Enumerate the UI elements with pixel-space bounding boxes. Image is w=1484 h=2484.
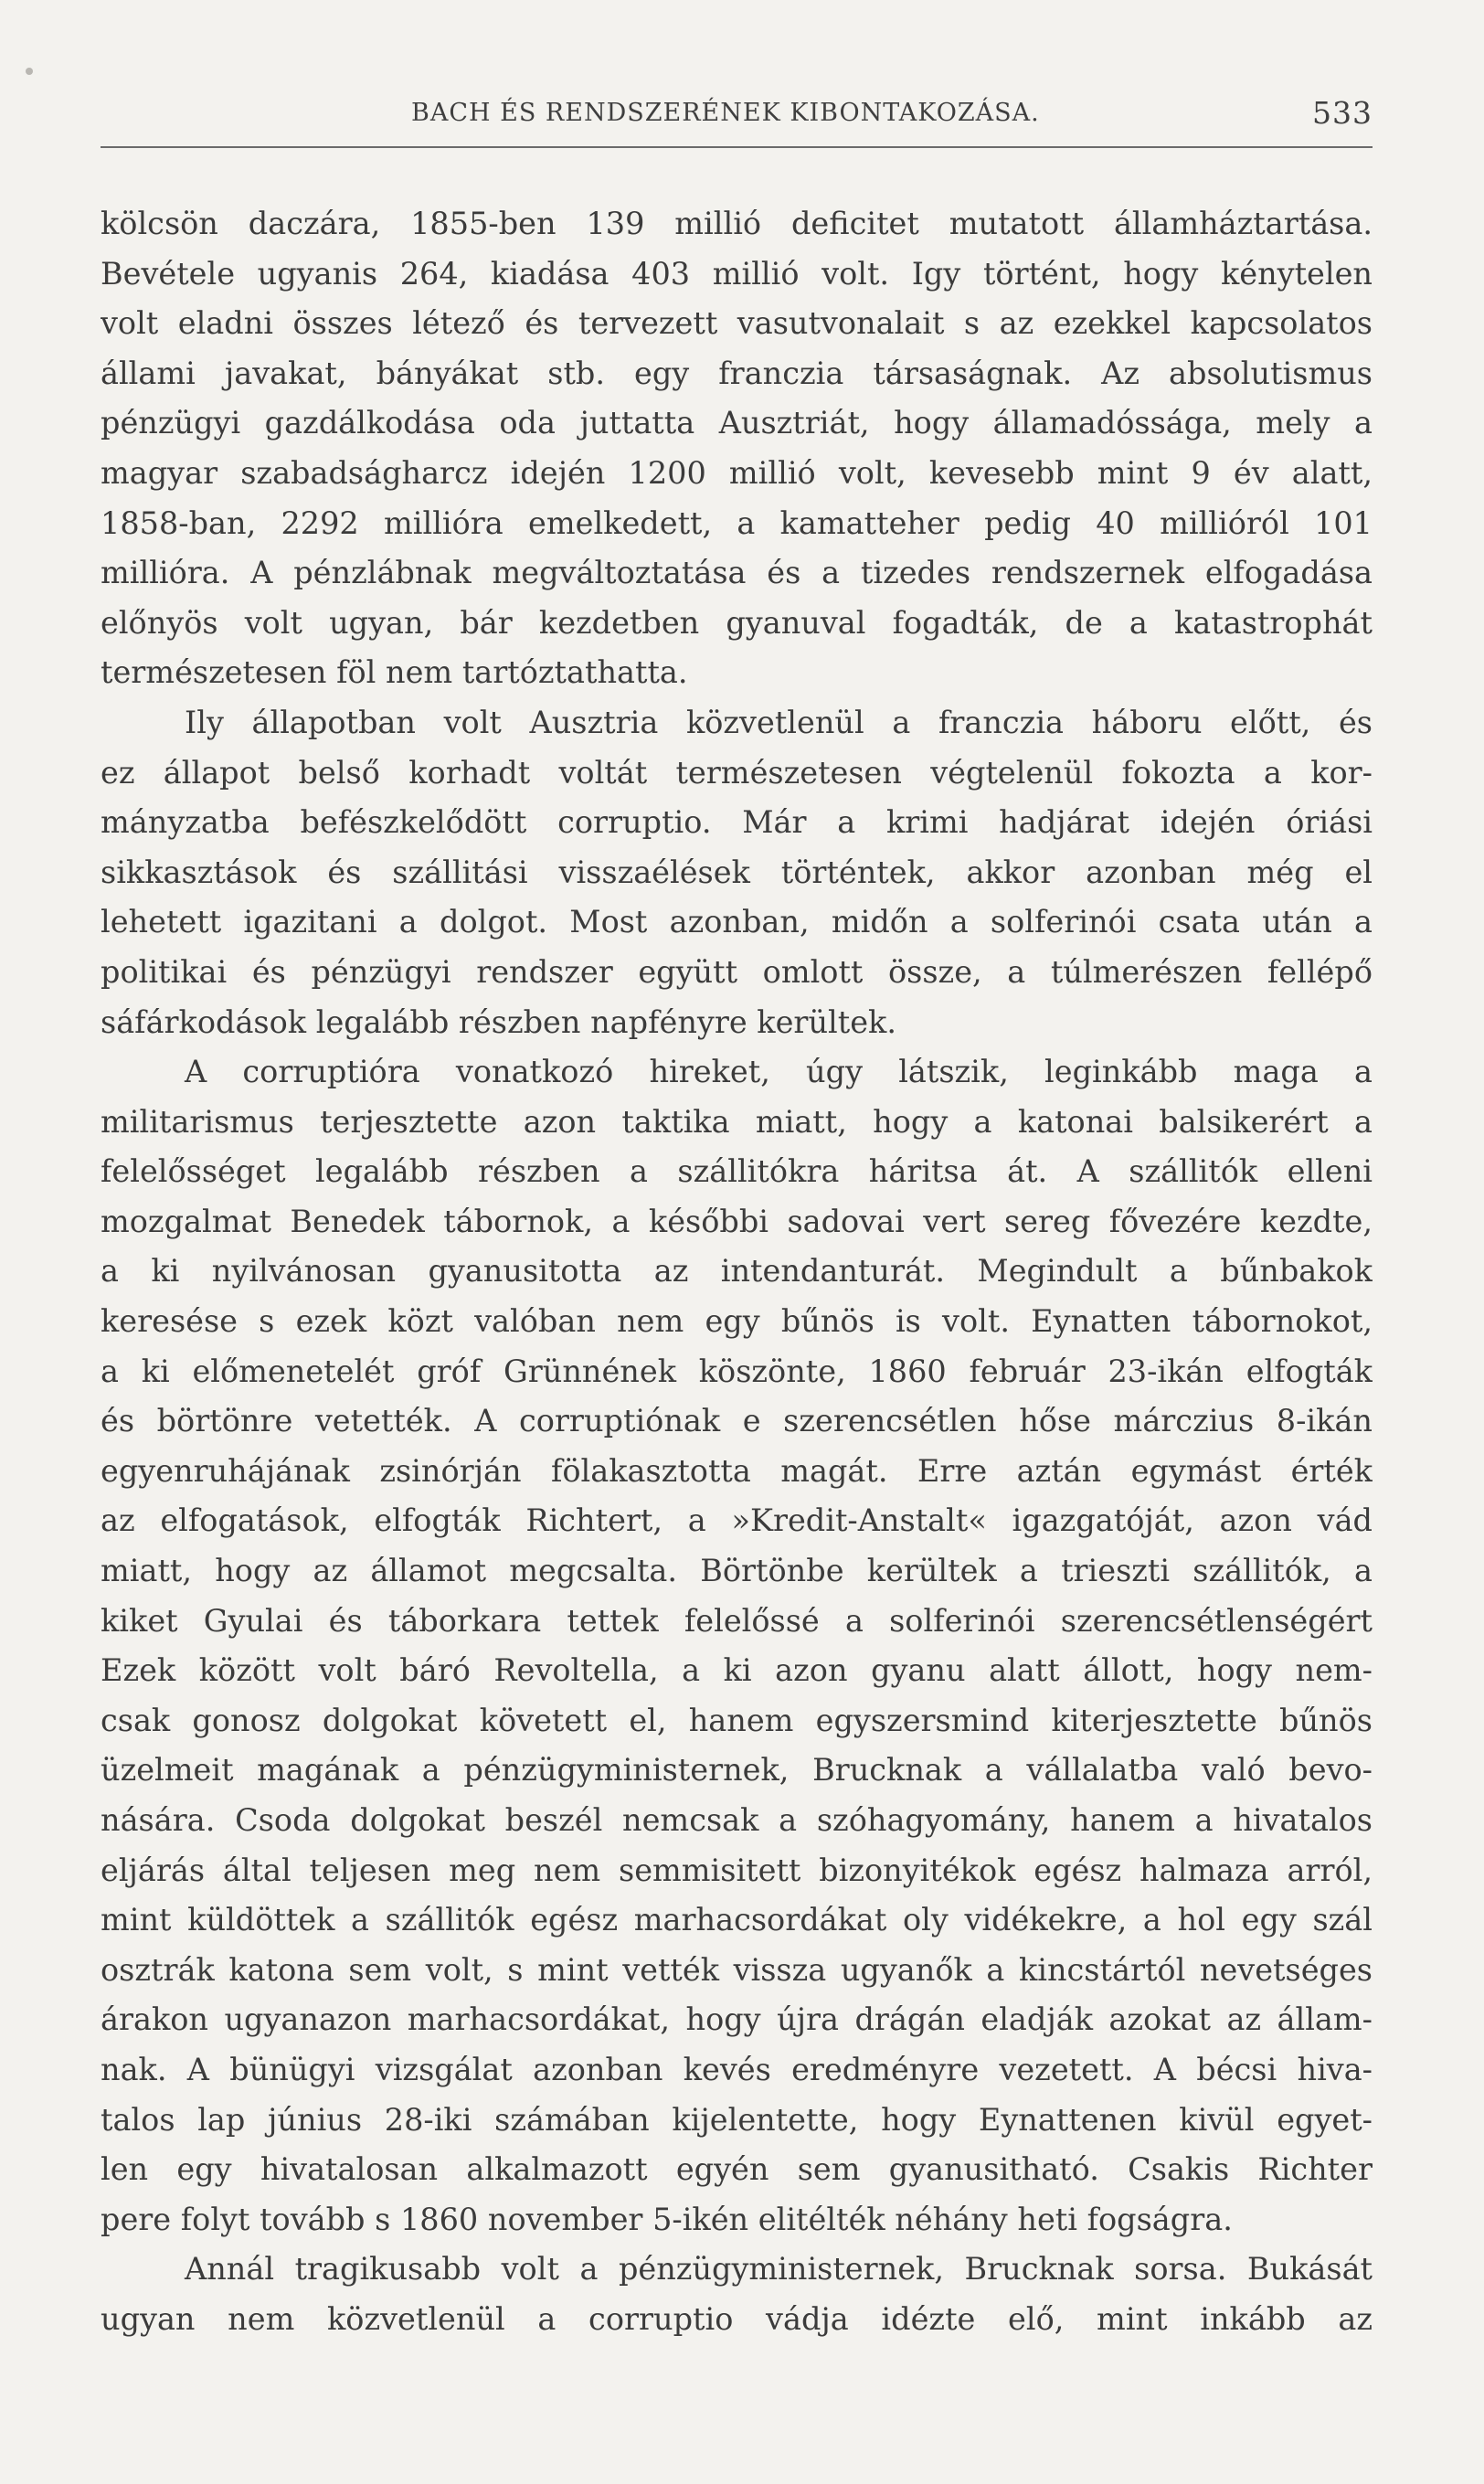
text-line: és börtönre vetették. A corruptiónak e szerencsétlen hőse márczius 8-ikán (101, 1403, 1373, 1439)
text-line: militarismus terjesztette azon taktika miatt, hogy a katonai balsikerért a (101, 1103, 1373, 1140)
text-line: előnyös volt ugyan, bár kezdetben gyanuval fogadták, de a katastrophát (101, 604, 1373, 641)
header-rule (101, 146, 1373, 148)
text-line: az elfogatások, elfogták Richtert, a »Kredit-Anstalt« igazgatóját, azon vád (101, 1502, 1373, 1539)
text-line: mint küldöttek a szállitók egész marhacsordákat oly vidékekre, a hol egy szál (101, 1902, 1373, 1938)
body-text (101, 199, 1373, 2345)
text-line: kiket Gyulai és táborkara tettek felelőssé a solferinói szerencsétlenségért (101, 1602, 1373, 1639)
text-line: miatt, hogy az államot megcsalta. Börtönbe kerültek a trieszti szállitók, a (101, 1553, 1373, 1589)
text-line: volt eladni összes létező és tervezett vasutvonalait s az ezekkel kapcsolatos (101, 305, 1373, 342)
text-line: felelősséget legalább részben a szállitókra háritsa át. A szállitók elleni (101, 1153, 1373, 1190)
text-line: Ezek között volt báró Revoltella, a ki azon gyanu alatt állott, hogy nem- (101, 1652, 1373, 1689)
paragraph-end-line: pere folyt tovább s 1860 november 5-ikén elitélték néhány heti fogságra. (101, 2201, 1233, 2237)
text-line: Annál tragikusabb volt a pénzügyministernek, Brucknak sorsa. Bukását (185, 2251, 1373, 2288)
text-line: mozgalmat Benedek tábornok, a későbbi sadovai vert sereg fővezére kezdte, (101, 1203, 1373, 1239)
text-line: eljárás által teljesen meg nem semmisitett bizonyitékok egész halmaza arról, (101, 1852, 1373, 1888)
text-line: millióra. A pénzlábnak megváltoztatása és a tizedes rendszernek elfogadása (101, 555, 1373, 591)
text-line: a ki előmenetelét gróf Grünnének köszönte, 1860 február 23-ikán elfogták (101, 1353, 1373, 1389)
text-line: állami javakat, bányákat stb. egy franczia társaságnak. Az absolutismus (101, 355, 1373, 391)
text-line: osztrák katona sem volt, s mint vették vissza ugyanők a kincstártól nevetséges (101, 1951, 1373, 1988)
text-line: nak. A bünügyi vizsgálat azonban kevés eredményre vezetett. A bécsi hiva- (101, 2051, 1373, 2087)
text-line: üzelmeit magának a pénzügyministernek, Brucknak a vállalatba való bevo- (101, 1752, 1373, 1789)
paragraph-end-line: sáfárkodások legalább részben napfényre kerültek. (101, 1003, 896, 1040)
text-line: csak gonosz dolgokat követett el, hanem egyszersmind kiterjesztette bűnös (101, 1702, 1373, 1738)
text-line: egyenruhájának zsinórján fölakasztotta magát. Erre aztán egymást érték (101, 1452, 1373, 1489)
running-title: BACH ÉS RENDSZERÉNEK KIBONTAKOZÁSA. (411, 99, 1040, 127)
text-line: len egy hivatalosan alkalmazott egyén sem gyanusitható. Csakis Richter (101, 2151, 1373, 2188)
text-line: pénzügyi gazdálkodása oda juttatta Ausztriát, hogy államadóssága, mely a (101, 405, 1373, 441)
text-line: a ki nyilvánosan gyanusitotta az intendanturát. Megindult a bűnbakok (101, 1253, 1373, 1290)
page-number: 533 (1312, 95, 1373, 131)
text-line: A corruptióra vonatkozó hireket, úgy látszik, leginkább maga a (185, 1054, 1373, 1090)
text-line: Bevétele ugyanis 264, kiadása 403 millió volt. Igy történt, hogy kénytelen (101, 255, 1373, 292)
text-line: mányzatba befészkelődött corruptio. Már a krimi hadjárat idején óriási (101, 804, 1373, 841)
text-line: 1858-ban, 2292 millióra emelkedett, a kamatteher pedig 40 millióról 101 (101, 504, 1373, 541)
text-line: kölcsön daczára, 1855-ben 139 millió deficitet mutatott államháztartása. (101, 206, 1373, 241)
text-line: nására. Csoda dolgokat beszél nemcsak a szóhagyomány, hanem a hivatalos (101, 1802, 1373, 1838)
paper-speck (26, 68, 33, 75)
text-line: sikkasztások és szállitási visszaélések történtek, akkor azonban még el (101, 854, 1373, 890)
paragraph-end-line: természetesen föl nem tartóztathatta. (101, 654, 688, 691)
running-head (101, 95, 1373, 139)
text-line: Ily állapotban volt Ausztria közvetlenül a franczia háboru előtt, és (185, 704, 1373, 740)
text-line: talos lap június 28-iki számában kijelentette, hogy Eynattenen kivül egyet- (101, 2101, 1373, 2138)
text-line: politikai és pénzügyi rendszer együtt omlott össze, a túlmerészen fellépő (101, 953, 1373, 990)
text-line: árakon ugyanazon marhacsordákat, hogy újra drágán eladják azokat az állam- (101, 2001, 1373, 2038)
text-line: ugyan nem közvetlenül a corruptio vádja idézte elő, mint inkább az (101, 2300, 1373, 2337)
text-line: ez állapot belső korhadt voltát természetesen végtelenül fokozta a kor- (101, 754, 1373, 791)
text-line: lehetett igazitani a dolgot. Most azonban, midőn a solferinói csata után a (101, 904, 1373, 940)
text-line: magyar szabadságharcz idején 1200 millió volt, kevesebb mint 9 év alatt, (101, 454, 1373, 491)
text-line: keresése s ezek közt valóban nem egy bűnös is volt. Eynatten tábornokot, (101, 1303, 1373, 1340)
